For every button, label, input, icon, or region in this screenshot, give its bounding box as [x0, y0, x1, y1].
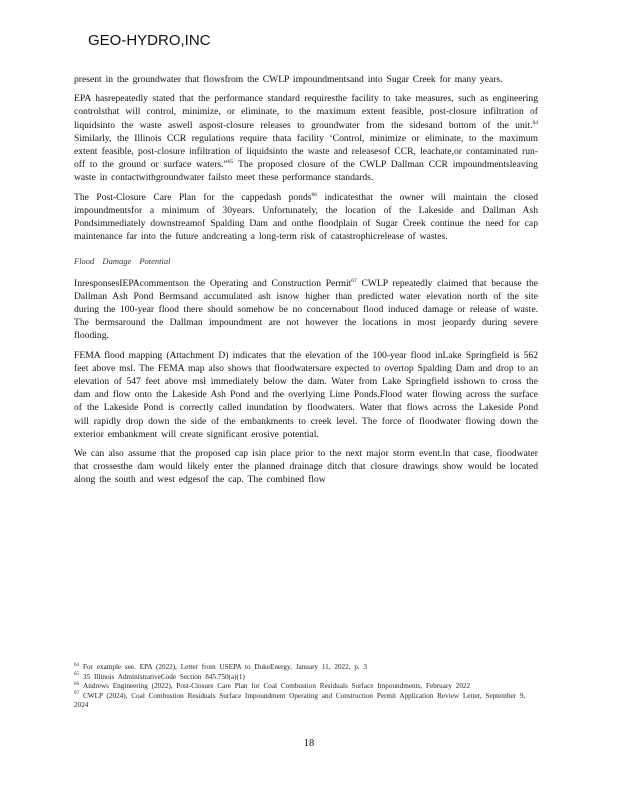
footnote-ref-67[interactable]: 67 — [351, 277, 357, 284]
paragraph-2: EPA hasrepeatedly stated that the performance standard requiresthe facility to take measures, such as engineering controlsthat will control, minimize, or eliminate, to the maximum extent feasible, post-closure infiltration of liquidsinto the waste aswell aspost-closure releases to groundwater from the sidesand bottom of the unit.$^{64}$ Similarly, the Illinois CCR regulations require thata facility ‘Control, minimize or eliminate, to the maximum extent feasible, post-closure infiltration of liquidsinto the waste and releasesof CCR, leachate,or contaminated run-off to the ground or surface waters.”$^{65}$ The proposed closure of the CWLP Dallman CCR impoundmentsleaving waste in contactwithgroundwater failsto meet these performance standards. — [74, 93, 538, 184]
footnote-ref-66[interactable]: 66 — [311, 191, 318, 198]
footnote: $^{67}$ CWLP (2024), Coal Combustion Residuals Surface Impoundment Operating and Construction Permit Application Review Letter, September 9, 2024 — [74, 691, 526, 710]
paragraph-5: FEMA flood mapping (Attachment D) indicates that the elevation of the 100-year flood inLake Springfield is 562 feet above msl. The FEMA map also shows that floodwatersare expected to overtop Spalding Dam and drop to an elevation of 547 feet above msl immediately below the dam. Water from Lake Springfield isshown to cross the dam and flow onto the Lakeside Ash Pond and the overlying Lime Ponds.Flood water flowing across the surface of the Lakeside Pond is correctly called inundation by floodwaters. Water that flows across the Lakeside Pond will rapidly drop down the side of the embankments to creek level. The force of floodwater flowing down the exterior embankment will create significant erosive potential. — [74, 349, 538, 440]
paragraph-3: The Post-Closure Care Plan for the cappedash ponds$^{66}$ indicatesthat the owner will maintain the closed impoundmentsfor a minimum of 30years. Unfortunately, the location of the Lakeside and Dallman Ash Pondsimmediately downstreamof Spalding Dam and onthe floodplain of Sugar Creek continue the need for cap maintenance far into the future andcreating a long-term risk of catastrophicrelease of wastes. — [74, 191, 538, 243]
footnote-ref-64[interactable]: 64 — [532, 119, 538, 126]
footnote: $^{66}$ Andrews Engineering (2022), Post-Closure Care Plan for Coal Combustion Residuals Surface Impoundments, February 2022 — [74, 681, 471, 691]
body-text — [74, 73, 538, 493]
paragraph-1: present in the groundwater that flowsfrom the CWLP impoundmentsand into Sugar Creek for many years. — [74, 74, 503, 85]
paragraph-4: InresponsesIEPAcommentson the Operating and Construction Permit$^{67}$ CWLP repeatedly claimed that because the Dallman Ash Pond Bermsand accumulated ash isnow higher than predicted water elevation north of the site during the 100-year flood there should somehow be no concernabout flood induced damage or release of waste. The bermsaround the Dallman impoundment are not however the locations in most jeopardy during severe flooding. — [74, 277, 538, 342]
footnote: $^{65}$ 35 Illinois AdministrativeCode Section 845.750(a)(1) — [74, 672, 245, 681]
section-subheading: Flood Damage Potential — [74, 256, 171, 267]
page-number: 18 — [303, 738, 315, 749]
company-header: GEO-HYDRO,INC — [88, 32, 211, 49]
footnote: $^{64}$ For example see. EPA (2022), Letter from USEPA to DukeEnergy, January 11, 2022, p. 3 — [74, 662, 368, 671]
paragraph-6: We can also assume that the proposed cap isin place prior to the next major storm event.In that case, floodwater that crossesthe dam would likely enter the planned drainage ditch that closure drawings show would be located along the south and west edgesof the cap. The combined flow — [74, 448, 538, 486]
footnote-ref-65[interactable]: 65 — [227, 159, 234, 166]
footnotes — [74, 663, 534, 711]
